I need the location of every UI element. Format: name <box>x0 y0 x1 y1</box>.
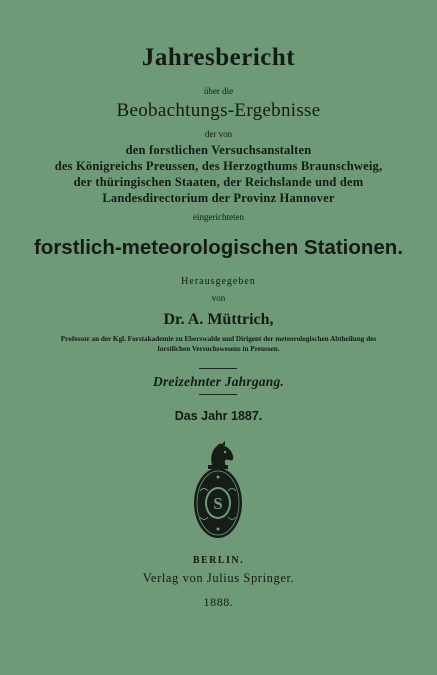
connector-von: von <box>211 293 226 303</box>
connector-herausgegeben: Herausgegeben <box>181 276 256 287</box>
publisher-name: Verlag von Julius Springer. <box>142 571 295 585</box>
divider-rule <box>199 368 237 369</box>
publisher-city: BERLIN. <box>192 555 245 566</box>
connector-der-von: der von <box>204 129 233 139</box>
editor-credentials-line-1: Professor an der Kgl. Forstakademie zu Eberswalde und Dirigent der meteorologischen Abtheilung des <box>60 335 377 343</box>
logo-letter: S <box>213 494 223 513</box>
institution-line-3: der thüringischen Staaten, der Reichslande und dem <box>73 175 364 189</box>
edition-label: Dreizehnter Jahrgang. <box>153 374 284 389</box>
institution-line-2: des Königreichs Preussen, des Herzogthums Braunschweig, <box>54 159 383 173</box>
publication-year: 1888. <box>203 595 234 609</box>
editor-credentials-line-2: forstlichen Versuchswesens in Preussen. <box>157 345 280 353</box>
report-title: Jahresbericht <box>141 44 296 71</box>
institution-line-4: Landesdirectorium der Provinz Hannover <box>102 191 335 205</box>
main-subject: forstlich-meteorologischen Stationen. <box>33 236 404 259</box>
connector-eingerichteten: eingerichteten <box>193 212 244 222</box>
editor-name: Dr. A. Müttrich, <box>163 311 274 328</box>
institution-line-1: den forstlichen Versuchsanstalten <box>125 143 312 157</box>
connector-ueber-die: über die <box>203 86 234 96</box>
report-year: Das Jahr 1887. <box>174 409 263 423</box>
report-subtitle: Beobachtungs-Ergebnisse <box>116 100 321 121</box>
publisher-logo-icon <box>188 441 248 541</box>
divider-rule <box>199 394 237 395</box>
